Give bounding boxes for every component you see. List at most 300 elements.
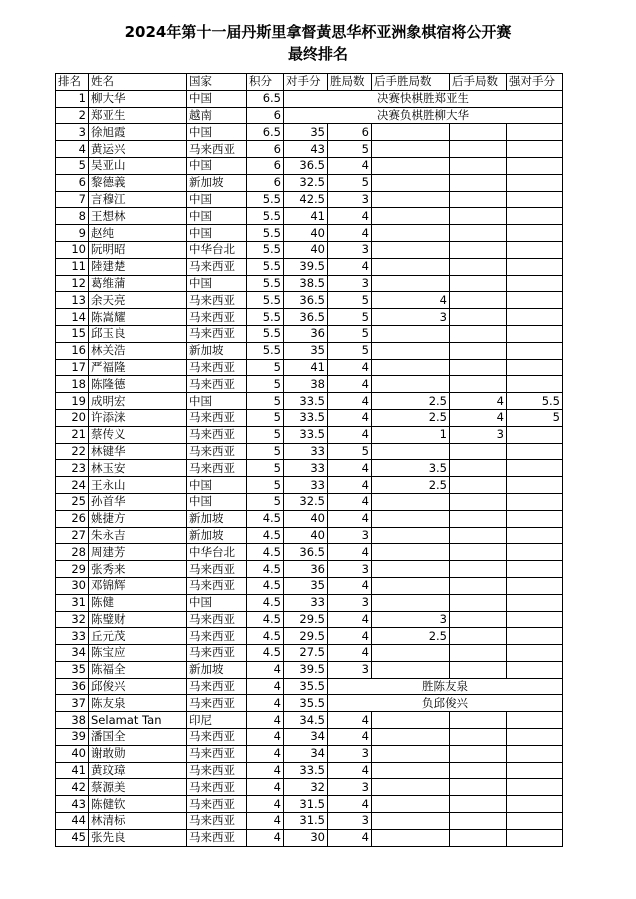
table-row: [56, 258, 563, 275]
col-header-black-wins: 后手胜局数: [372, 74, 450, 91]
cell-rank: 34: [56, 645, 89, 662]
cell-rank: 8: [56, 208, 89, 225]
table-row: [56, 762, 563, 779]
cell-name: 陈健钦: [89, 796, 187, 813]
cell-rank: 18: [56, 376, 89, 393]
table-row: [56, 460, 563, 477]
cell-rank: 39: [56, 729, 89, 746]
cell-black-games: [450, 594, 507, 611]
table-row: [56, 695, 563, 712]
cell-opponent-score: 31.5: [284, 813, 328, 830]
cell-black-wins: 2.5: [372, 628, 450, 645]
cell-points: 4.5: [247, 611, 284, 628]
cell-opponent-score: 36.5: [284, 309, 328, 326]
cell-points: 4: [247, 661, 284, 678]
cell-black-games: [450, 829, 507, 846]
cell-points: 4.5: [247, 628, 284, 645]
cell-black-wins: [372, 342, 450, 359]
cell-country: 中国: [187, 594, 247, 611]
cell-wins: 3: [328, 779, 372, 796]
cell-rank: 12: [56, 275, 89, 292]
cell-points: 4: [247, 745, 284, 762]
cell-country: 中国: [187, 157, 247, 174]
cell-name: 张秀来: [89, 561, 187, 578]
cell-opponent-score: 33.5: [284, 409, 328, 426]
cell-black-wins: [372, 141, 450, 158]
cell-name: 黎德義: [89, 174, 187, 191]
cell-name: 林键华: [89, 443, 187, 460]
cell-black-games: [450, 477, 507, 494]
cell-rank: 6: [56, 174, 89, 191]
cell-opponent-score: 33: [284, 443, 328, 460]
cell-wins: 4: [328, 796, 372, 813]
cell-opponent-score: 36: [284, 561, 328, 578]
cell-points: 4: [247, 762, 284, 779]
cell-country: 中国: [187, 493, 247, 510]
cell-opponent-score: 40: [284, 527, 328, 544]
table-row: [56, 594, 563, 611]
cell-strong-opponent-score: [507, 527, 563, 544]
cell-wins: 4: [328, 225, 372, 242]
table-row: [56, 359, 563, 376]
cell-black-games: 3: [450, 426, 507, 443]
cell-rank: 37: [56, 695, 89, 712]
cell-opponent-score: 34: [284, 729, 328, 746]
cell-rank: 41: [56, 762, 89, 779]
cell-opponent-score: 32: [284, 779, 328, 796]
cell-points: 4: [247, 678, 284, 695]
cell-black-wins: [372, 241, 450, 258]
cell-points: 6: [247, 174, 284, 191]
cell-wins: 5: [328, 309, 372, 326]
col-header-points: 积分: [247, 74, 284, 91]
cell-strong-opponent-score: [507, 813, 563, 830]
cell-country: 印尼: [187, 712, 247, 729]
cell-country: 马来西亚: [187, 359, 247, 376]
cell-points: 6: [247, 157, 284, 174]
cell-rank: 28: [56, 544, 89, 561]
cell-rank: 19: [56, 393, 89, 410]
cell-black-games: 4: [450, 409, 507, 426]
cell-strong-opponent-score: [507, 460, 563, 477]
cell-country: 新加坡: [187, 174, 247, 191]
cell-black-games: [450, 779, 507, 796]
cell-black-wins: [372, 813, 450, 830]
cell-rank: 3: [56, 124, 89, 141]
cell-name: 成明宏: [89, 393, 187, 410]
table-row: [56, 561, 563, 578]
cell-points: 5: [247, 393, 284, 410]
table-row: [56, 107, 563, 124]
table-row: [56, 208, 563, 225]
cell-black-wins: [372, 544, 450, 561]
cell-name: 邓锦辉: [89, 577, 187, 594]
cell-strong-opponent-score: [507, 762, 563, 779]
cell-wins: 4: [328, 258, 372, 275]
cell-strong-opponent-score: [507, 645, 563, 662]
cell-strong-opponent-score: [507, 426, 563, 443]
cell-black-games: [450, 359, 507, 376]
cell-black-wins: [372, 443, 450, 460]
cell-country: 中国: [187, 477, 247, 494]
table-row: [56, 628, 563, 645]
cell-name: 余天亮: [89, 292, 187, 309]
cell-rank: 33: [56, 628, 89, 645]
cell-black-games: 4: [450, 393, 507, 410]
cell-country: 马来西亚: [187, 460, 247, 477]
table-row: [56, 712, 563, 729]
cell-rank: 42: [56, 779, 89, 796]
cell-black-games: [450, 745, 507, 762]
cell-wins: 4: [328, 157, 372, 174]
cell-rank: 21: [56, 426, 89, 443]
cell-country: 中国: [187, 191, 247, 208]
cell-rank: 30: [56, 577, 89, 594]
cell-name: 林玉安: [89, 460, 187, 477]
cell-strong-opponent-score: [507, 359, 563, 376]
cell-name: 陈友泉: [89, 695, 187, 712]
cell-name: 黄运兴: [89, 141, 187, 158]
cell-wins: 4: [328, 712, 372, 729]
cell-country: 马来西亚: [187, 695, 247, 712]
cell-wins: 3: [328, 191, 372, 208]
cell-country: 马来西亚: [187, 745, 247, 762]
cell-black-wins: [372, 191, 450, 208]
col-header-country: 国家: [187, 74, 247, 91]
table-row: [56, 174, 563, 191]
cell-black-games: [450, 712, 507, 729]
cell-black-games: [450, 157, 507, 174]
cell-black-wins: 2.5: [372, 393, 450, 410]
cell-opponent-score: 36: [284, 325, 328, 342]
table-row: [56, 225, 563, 242]
table-row: [56, 829, 563, 846]
cell-name: 陈健: [89, 594, 187, 611]
cell-opponent-score: 27.5: [284, 645, 328, 662]
cell-country: 中国: [187, 393, 247, 410]
table-row: [56, 510, 563, 527]
cell-country: 马来西亚: [187, 779, 247, 796]
cell-black-wins: [372, 661, 450, 678]
cell-strong-opponent-score: [507, 544, 563, 561]
cell-black-games: [450, 342, 507, 359]
table-row: [56, 241, 563, 258]
cell-black-games: [450, 225, 507, 242]
cell-name: 邱玉良: [89, 325, 187, 342]
cell-rank: 13: [56, 292, 89, 309]
cell-points: 4.5: [247, 544, 284, 561]
cell-strong-opponent-score: [507, 241, 563, 258]
cell-points: 4: [247, 729, 284, 746]
cell-black-games: [450, 796, 507, 813]
cell-black-wins: [372, 258, 450, 275]
cell-opponent-score: 35.5: [284, 678, 328, 695]
cell-name: 许添涞: [89, 409, 187, 426]
cell-black-games: [450, 729, 507, 746]
cell-points: 5.5: [247, 342, 284, 359]
cell-name: 陸建楚: [89, 258, 187, 275]
cell-opponent-score: 33: [284, 460, 328, 477]
cell-name: 陈璧财: [89, 611, 187, 628]
cell-opponent-score: 32.5: [284, 493, 328, 510]
cell-country: 马来西亚: [187, 577, 247, 594]
cell-black-wins: [372, 376, 450, 393]
cell-black-wins: [372, 745, 450, 762]
cell-wins: 4: [328, 762, 372, 779]
cell-black-games: [450, 661, 507, 678]
cell-strong-opponent-score: [507, 594, 563, 611]
cell-opponent-score: 31.5: [284, 796, 328, 813]
cell-points: 5.5: [247, 309, 284, 326]
cell-black-wins: 2.5: [372, 409, 450, 426]
cell-country: 马来西亚: [187, 258, 247, 275]
cell-rank: 11: [56, 258, 89, 275]
cell-note: 胜陈友泉: [328, 678, 563, 695]
cell-opponent-score: 39.5: [284, 258, 328, 275]
cell-wins: 5: [328, 141, 372, 158]
cell-country: 马来西亚: [187, 645, 247, 662]
cell-points: 5.5: [247, 225, 284, 242]
cell-rank: 36: [56, 678, 89, 695]
cell-strong-opponent-score: [507, 611, 563, 628]
cell-wins: 3: [328, 241, 372, 258]
cell-wins: 4: [328, 376, 372, 393]
cell-black-wins: [372, 527, 450, 544]
cell-black-wins: 4: [372, 292, 450, 309]
cell-opponent-score: 40: [284, 225, 328, 242]
cell-black-games: [450, 628, 507, 645]
cell-rank: 45: [56, 829, 89, 846]
col-header-black-games: 后手局数: [450, 74, 507, 91]
cell-country: 马来西亚: [187, 409, 247, 426]
cell-rank: 24: [56, 477, 89, 494]
cell-wins: 3: [328, 275, 372, 292]
table-row: [56, 275, 563, 292]
cell-black-wins: [372, 712, 450, 729]
cell-opponent-score: 34: [284, 745, 328, 762]
cell-black-games: [450, 762, 507, 779]
cell-country: 中国: [187, 208, 247, 225]
cell-points: 4.5: [247, 645, 284, 662]
cell-name: 蔡传义: [89, 426, 187, 443]
cell-wins: 3: [328, 813, 372, 830]
cell-name: 吴亚山: [89, 157, 187, 174]
cell-opponent-score: 29.5: [284, 611, 328, 628]
cell-strong-opponent-score: 5.5: [507, 393, 563, 410]
cell-black-wins: [372, 762, 450, 779]
cell-black-wins: [372, 359, 450, 376]
cell-rank: 17: [56, 359, 89, 376]
cell-wins: 3: [328, 745, 372, 762]
cell-black-wins: [372, 561, 450, 578]
cell-points: 5.5: [247, 208, 284, 225]
cell-country: 马来西亚: [187, 611, 247, 628]
cell-opponent-score: 35: [284, 342, 328, 359]
cell-black-wins: [372, 174, 450, 191]
table-row: [56, 292, 563, 309]
cell-name: 孙首华: [89, 493, 187, 510]
cell-strong-opponent-score: [507, 325, 563, 342]
cell-note: 负邱俊兴: [328, 695, 563, 712]
cell-country: 马来西亚: [187, 443, 247, 460]
cell-black-wins: [372, 645, 450, 662]
cell-rank: 27: [56, 527, 89, 544]
cell-points: 5: [247, 460, 284, 477]
cell-opponent-score: 35: [284, 124, 328, 141]
col-header-rank: 排名: [56, 74, 89, 91]
table-row: [56, 678, 563, 695]
ranking-table: [55, 73, 563, 847]
cell-rank: 5: [56, 157, 89, 174]
cell-opponent-score: 43: [284, 141, 328, 158]
cell-wins: 5: [328, 292, 372, 309]
cell-wins: 5: [328, 443, 372, 460]
table-row: [56, 645, 563, 662]
cell-points: 5: [247, 477, 284, 494]
cell-strong-opponent-score: [507, 124, 563, 141]
table-row: [56, 796, 563, 813]
cell-name: 陈福全: [89, 661, 187, 678]
cell-opponent-score: 41: [284, 208, 328, 225]
cell-strong-opponent-score: [507, 275, 563, 292]
cell-points: 4: [247, 813, 284, 830]
cell-rank: 35: [56, 661, 89, 678]
cell-country: 马来西亚: [187, 762, 247, 779]
cell-black-wins: [372, 594, 450, 611]
cell-wins: 4: [328, 208, 372, 225]
cell-wins: 4: [328, 729, 372, 746]
cell-black-games: [450, 241, 507, 258]
cell-black-games: [450, 258, 507, 275]
cell-name: 阮明昭: [89, 241, 187, 258]
cell-country: 中国: [187, 124, 247, 141]
cell-black-wins: [372, 157, 450, 174]
cell-wins: 4: [328, 544, 372, 561]
cell-country: 马来西亚: [187, 376, 247, 393]
cell-black-games: [450, 561, 507, 578]
cell-black-games: [450, 510, 507, 527]
col-header-opponent-score: 对手分: [284, 74, 328, 91]
cell-points: 5: [247, 376, 284, 393]
cell-black-wins: 1: [372, 426, 450, 443]
cell-rank: 25: [56, 493, 89, 510]
cell-strong-opponent-score: [507, 477, 563, 494]
cell-opponent-score: 33.5: [284, 426, 328, 443]
cell-points: 4.5: [247, 527, 284, 544]
cell-strong-opponent-score: [507, 796, 563, 813]
table-row: [56, 729, 563, 746]
cell-country: 马来西亚: [187, 561, 247, 578]
cell-wins: 4: [328, 409, 372, 426]
cell-strong-opponent-score: [507, 510, 563, 527]
cell-country: 马来西亚: [187, 813, 247, 830]
cell-name: 陈嵩耀: [89, 309, 187, 326]
cell-name: 严福隆: [89, 359, 187, 376]
cell-country: 马来西亚: [187, 678, 247, 695]
table-row: [56, 90, 563, 107]
cell-black-games: [450, 544, 507, 561]
cell-points: 5.5: [247, 241, 284, 258]
cell-name: 黄玟璋: [89, 762, 187, 779]
cell-points: 6.5: [247, 124, 284, 141]
header-row: [56, 74, 563, 91]
table-row: [56, 813, 563, 830]
cell-opponent-score: 38.5: [284, 275, 328, 292]
table-row: [56, 409, 563, 426]
cell-wins: 4: [328, 829, 372, 846]
cell-rank: 22: [56, 443, 89, 460]
cell-country: 中国: [187, 90, 247, 107]
cell-strong-opponent-score: [507, 258, 563, 275]
cell-black-wins: [372, 275, 450, 292]
document-subtitle: 最终排名: [287, 45, 348, 63]
cell-name: 赵纯: [89, 225, 187, 242]
cell-points: 4.5: [247, 577, 284, 594]
cell-name: 邱俊兴: [89, 678, 187, 695]
cell-name: 丘元茂: [89, 628, 187, 645]
cell-wins: 3: [328, 527, 372, 544]
cell-black-wins: [372, 325, 450, 342]
cell-black-games: [450, 309, 507, 326]
cell-wins: 4: [328, 393, 372, 410]
table-row: [56, 309, 563, 326]
table-row: [56, 611, 563, 628]
cell-rank: 23: [56, 460, 89, 477]
cell-opponent-score: 41: [284, 359, 328, 376]
cell-rank: 16: [56, 342, 89, 359]
cell-strong-opponent-score: [507, 157, 563, 174]
cell-points: 4: [247, 695, 284, 712]
cell-wins: 4: [328, 460, 372, 477]
cell-points: 5: [247, 359, 284, 376]
cell-black-games: [450, 292, 507, 309]
cell-points: 4.5: [247, 510, 284, 527]
cell-black-wins: 3.5: [372, 460, 450, 477]
cell-note: 决赛快棋胜郑亚生: [284, 90, 563, 107]
cell-name: 郑亚生: [89, 107, 187, 124]
table-row: [56, 779, 563, 796]
cell-black-wins: 2.5: [372, 477, 450, 494]
cell-black-wins: [372, 577, 450, 594]
cell-opponent-score: 33.5: [284, 393, 328, 410]
table-row: [56, 124, 563, 141]
cell-black-games: [450, 493, 507, 510]
cell-opponent-score: 35.5: [284, 695, 328, 712]
cell-name: 姚捷方: [89, 510, 187, 527]
cell-name: 周建芳: [89, 544, 187, 561]
cell-opponent-score: 33: [284, 477, 328, 494]
cell-strong-opponent-score: [507, 661, 563, 678]
cell-opponent-score: 33.5: [284, 762, 328, 779]
cell-black-games: [450, 275, 507, 292]
cell-rank: 26: [56, 510, 89, 527]
cell-rank: 31: [56, 594, 89, 611]
cell-rank: 38: [56, 712, 89, 729]
cell-points: 6: [247, 141, 284, 158]
cell-opponent-score: 35: [284, 577, 328, 594]
col-header-strong-opponent-score: 强对手分: [507, 74, 563, 91]
cell-opponent-score: 30: [284, 829, 328, 846]
cell-black-games: [450, 645, 507, 662]
cell-rank: 10: [56, 241, 89, 258]
cell-black-wins: [372, 124, 450, 141]
cell-wins: 3: [328, 594, 372, 611]
cell-wins: 5: [328, 174, 372, 191]
table-row: [56, 745, 563, 762]
cell-name: 朱永吉: [89, 527, 187, 544]
cell-strong-opponent-score: [507, 561, 563, 578]
cell-strong-opponent-score: [507, 225, 563, 242]
